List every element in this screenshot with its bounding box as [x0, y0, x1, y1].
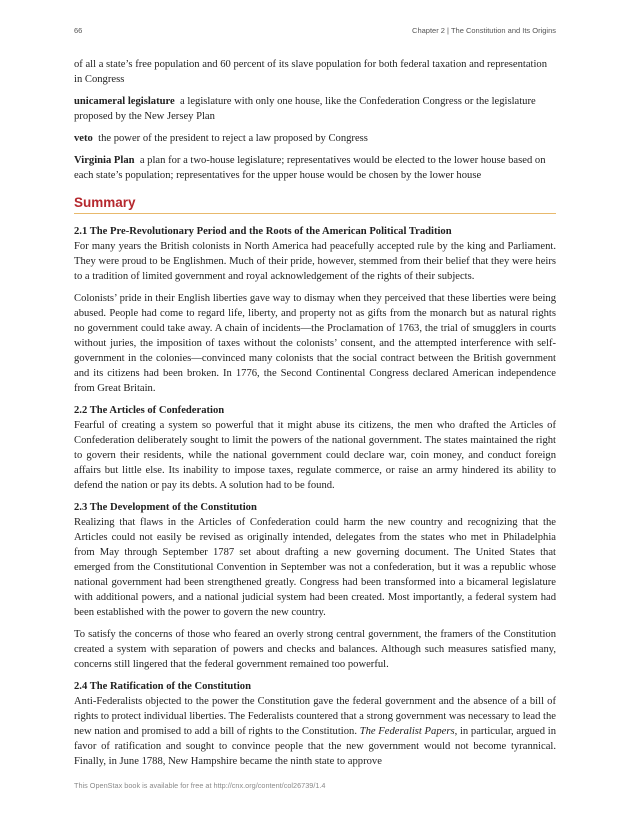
glossary-entry: [74, 94, 556, 124]
glossary-entry: [74, 131, 556, 146]
section-heading: 2.3 The Development of the Constitution: [74, 502, 257, 513]
section-heading: 2.2 The Articles of Confederation: [74, 405, 225, 416]
glossary-term: veto: [74, 133, 93, 144]
glossary-definition: the power of the president to reject a law proposed by Congress: [98, 133, 368, 144]
glossary-definition: a plan for a two-house legislature; representatives would be elected to the lower house based on each state’s population; representatives for the upper house would be chosen by the lower house: [74, 155, 546, 181]
book-title: The Federalist Papers: [359, 726, 455, 737]
paragraph: Realizing that flaws in the Articles of Confederation could harm the new country and recognizing that the Articles could not easily be revised as originally intended, delegates from the states who met in Philadelphia from May through September 1787 set about drafting a new governing document. The United States that emerged from the Constitutional Convention in September was not a confederation, but it was a republic whose national government had been strengthened greatly. Congress had been transformed into a bicameral legislature with additional powers, and a national judicial system had been created. Most importantly, a federal system had been established with the power to govern the new country.: [74, 517, 556, 618]
paragraph: Colonists’ pride in their English liberties gave way to dismay when they perceived that these liberties were being abused. People had come to regard life, liberty, and property not as gifts from the monarch but as natural rights no government could take away. A chain of incidents—the Proclamation of 1763, the trial of smugglers in courts without juries, the imposition of taxes without the colonists’ consent, and the attempted interference with self-government in the colonies—convinced many colonists that the social contract between the British government and its citizens had been broken. In 1776, the Second Continental Congress declared American independence from Great Britain.: [74, 293, 556, 394]
glossary-term: Virginia Plan: [74, 155, 135, 166]
page-content: [74, 57, 556, 776]
paragraph-text: , in particular, argued in favor of ratification and sought to convince people that the new government would not become tyrannical. Finally, in June 1788, New Hampshire became the ninth state to approve: [74, 726, 557, 767]
paragraph-text: Anti-Federalists objected to the power the Constitution gave the federal government and the absence of a bill of rights to protect individual liberties. The Federalists countered that a strong government was necessary to lead the new nation and promised to add a bill of rights to the Constitution.: [74, 696, 556, 737]
paragraph: To satisfy the concerns of those who feared an overly strong central government, the framers of the Constitution created a system with separation of powers and checks and balances. Although such measures satisfied many, concerns still lingered that the federal government remained too powerful.: [74, 629, 556, 670]
page-number: 66: [74, 26, 83, 35]
summary-heading: Summary: [74, 195, 556, 214]
page-header: [74, 26, 556, 35]
chapter-title: Chapter 2 | The Constitution and Its Origins: [412, 26, 556, 35]
glossary-continued: of all a state’s free population and 60 percent of its slave population for both federal taxation and representation in Congress: [74, 59, 548, 85]
section-heading: 2.4 The Ratification of the Constitution: [74, 681, 251, 692]
section-heading: 2.1 The Pre-Revolutionary Period and the Roots of the American Political Tradition: [74, 226, 452, 237]
glossary-term: unicameral legislature: [74, 96, 175, 107]
glossary-definition: a legislature with only one house, like the Confederation Congress or the legislature proposed by the New Jersey Plan: [74, 96, 536, 122]
paragraph: Fearful of creating a system so powerful that it might abuse its citizens, the men who drafted the Articles of Confederation deliberately sought to limit the powers of the national government. The states maintained the right to govern their residents, while the national government could declare war, coin money, and conduct foreign affairs but little else. Its inability to impose taxes, regulate commerce, or raise an army hindered its ability to defend the nation or pay its debts. A solution had to be found.: [74, 420, 556, 491]
page-footer: This OpenStax book is available for free at http://cnx.org/content/col26739/1.4: [74, 781, 326, 790]
paragraph: [74, 694, 556, 769]
glossary-entry: [74, 153, 556, 183]
paragraph: For many years the British colonists in North America had peacefully accepted rule by the king and Parliament. They were proud to be Englishmen. Much of their pride, however, stemmed from their belief that they were heirs to a tradition of limited government and royal acknowledgement of the rights of their subjects.: [74, 241, 556, 282]
